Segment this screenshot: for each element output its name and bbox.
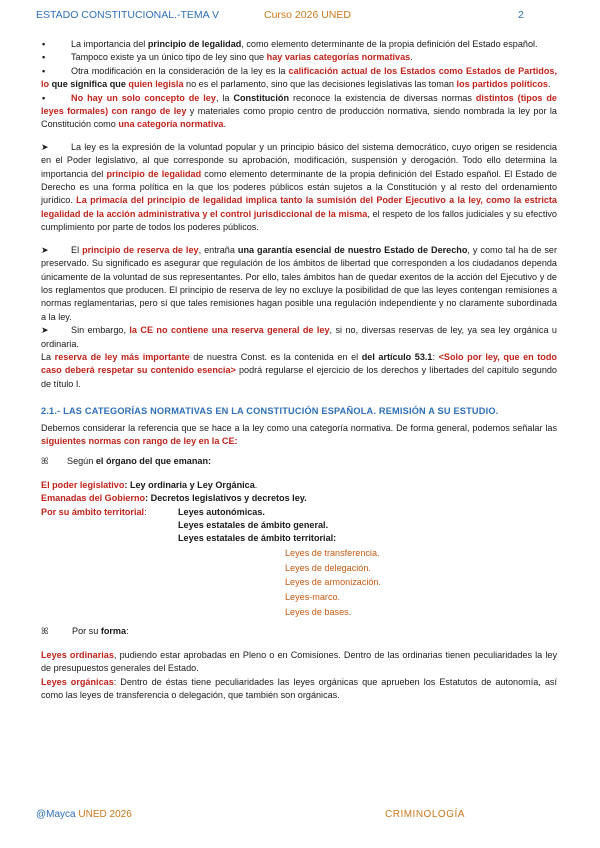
territorial-subitem: Leyes de armonización. [285, 577, 382, 588]
bullet-item: • La importancia del principio de legalidad, como elemento determinante de la propia definición del Estado español. [41, 38, 557, 51]
footer-subject: CRIMINOLOGÍA [385, 809, 465, 820]
section-intro: Debemos considerar la referencia que se hace a la ley como una categoría normativa. De forma general, podemos señalar las siguientes normas con rango de ley en la CE: [41, 422, 557, 446]
territorial-subitem: Leyes de bases. [285, 606, 352, 617]
arrow-icon: ➤ [41, 325, 49, 336]
organ-legislativo: El poder legislativo: Ley ordinaria y Ley Orgánica. [41, 479, 258, 490]
bullet-item: • Otra modificación en la consideración de la ley es la calificación actual de los Estados como Estados de Partidos, lo que significa que quien legisla no es el parlamento, sino que las decisiones legislativas las toman los partidos políticos. [41, 65, 557, 90]
form-ordinarias: Leyes ordinarias, pudiendo estar aprobadas en Pleno o en Comisiones. Dentro de las ordinarias tienen peculiaridades la ley de presupuestos generales del Estado. [41, 649, 557, 674]
territorial-item: Leyes estatales de ámbito general. [178, 520, 329, 530]
territorial-subitem: Leyes de delegación. [285, 562, 371, 573]
bullet-marker: • [42, 65, 46, 76]
bullet-item: • Tampoco existe ya un único tipo de ley sino que hay varias categorías normativas. [41, 51, 557, 64]
paragraph-ley: ➤ La ley es la expresión de la voluntad popular y un principio básico del sistema democrático, cuyo origen se residencia en el Poder legislativo, al que corresponde su aprobación, modificación, suspensión y derogación. Todo ello determina la importancia del principio de legalidad como elemento determinante de la propia definición del Estado español. El Estado de Derecho es una forma política en la que los poderes públicos están sujetos a la Constitución y al resto del ordenamiento jurídico. La primacía del principio de legalidad implica tanto la sumisión del Poder Ejecutivo a la ley, como la estricta legalidad de la acción administrativa y el control jurisdiccional de la misma, el respeto de los fallos judiciales y su efectivo cumplimiento por parte de todos los poderes públicos. [41, 141, 557, 233]
paragraph-art-53: La reserva de ley más importante de nuestra Const. es la contenida en el del artículo 53.1: <Solo por ley, que en todo caso deberá respetar su contenido esencia> podrá regularse el ejercicio de los derechos y libertades del capítulo segundo de título I. [41, 351, 557, 389]
paragraph-reserva: ➤ El principio de reserva de ley, entraña una garantía esencial de nuestro Estado de Derecho, y como tal ha de ser preservado. Su significado es asegurar que regulación de los ámbitos de libertad que corresponden a los ciudadanos dependa únicamente de la voluntad de sus representantes. Por ello, tales ámbitos han de quedar exentos de la acción del Ejecutivo y de los reglamentos que producen. El principio de reserva de ley no excluye la posibilidad de que las leyes contengan remisiones a normas reglamentarias, pero sí que tales remisiones hagan posible una regulación independiente y no claramente subordinada a la ley. [41, 244, 558, 322]
paragraph-sin-embargo: ➤ Sin embargo, la CE no contiene una reserva general de ley, si no, diversas reservas de ley, ya sea ley orgánica u ordinaria. [41, 325, 557, 349]
bullet-item: • No hay un solo concepto de ley, la Constitución reconoce la existencia de diversas normas distintos (tipos de leyes formales) con rango de ley y materiales como propio centro de producción normativa, siendo nombrada la ley por la Constitución como una categoría normativa. [41, 92, 557, 130]
header-course: Curso 2026 UNED [264, 9, 351, 21]
decorative-symbol-icon: ꕤ [41, 456, 49, 467]
bullet-marker: • [42, 39, 46, 49]
bullet-marker: • [42, 92, 46, 103]
header-title: ESTADO CONSTITUCIONAL.-TEMA V [36, 9, 219, 21]
footer-author: @Mayca UNED 2026 [36, 809, 132, 820]
territorial-item: Leyes estatales de ámbito territorial: [178, 533, 337, 544]
organ-territorial: Por su ámbito territorial: Leyes autonómicas. [41, 506, 265, 517]
arrow-icon: ➤ [41, 244, 49, 255]
section-heading: 2.1.- LAS CATEGORÍAS NORMATIVAS EN LA CONSTITUCIÓN ESPAÑOLA. REMISIÓN A SU ESTUDIO. [41, 406, 499, 417]
decorative-symbol-icon: ꕤ [41, 626, 49, 637]
page-number: 2 [518, 9, 524, 21]
bullet-marker: • [42, 52, 46, 63]
arrow-icon: ➤ [41, 141, 49, 152]
organ-gobierno: Emanadas del Gobierno: Decretos legislativos y decretos ley. [41, 493, 307, 504]
form-organicas: Leyes orgánicas: Dentro de éstas tiene peculiaridades las leyes orgánicas que aprueben los Estatutos de autonomía, así como las leyes de transferencia o delegación, que también son orgánicas. [41, 676, 557, 700]
territorial-subitem: Leyes-marco. [285, 591, 341, 602]
document-body [41, 38, 557, 702]
territorial-subitem: Leyes de transferencia. [285, 547, 380, 558]
form-heading: ꕤ Por su forma: [41, 625, 557, 638]
organ-heading: ꕤ Según el órgano del que emanan: [41, 455, 557, 468]
